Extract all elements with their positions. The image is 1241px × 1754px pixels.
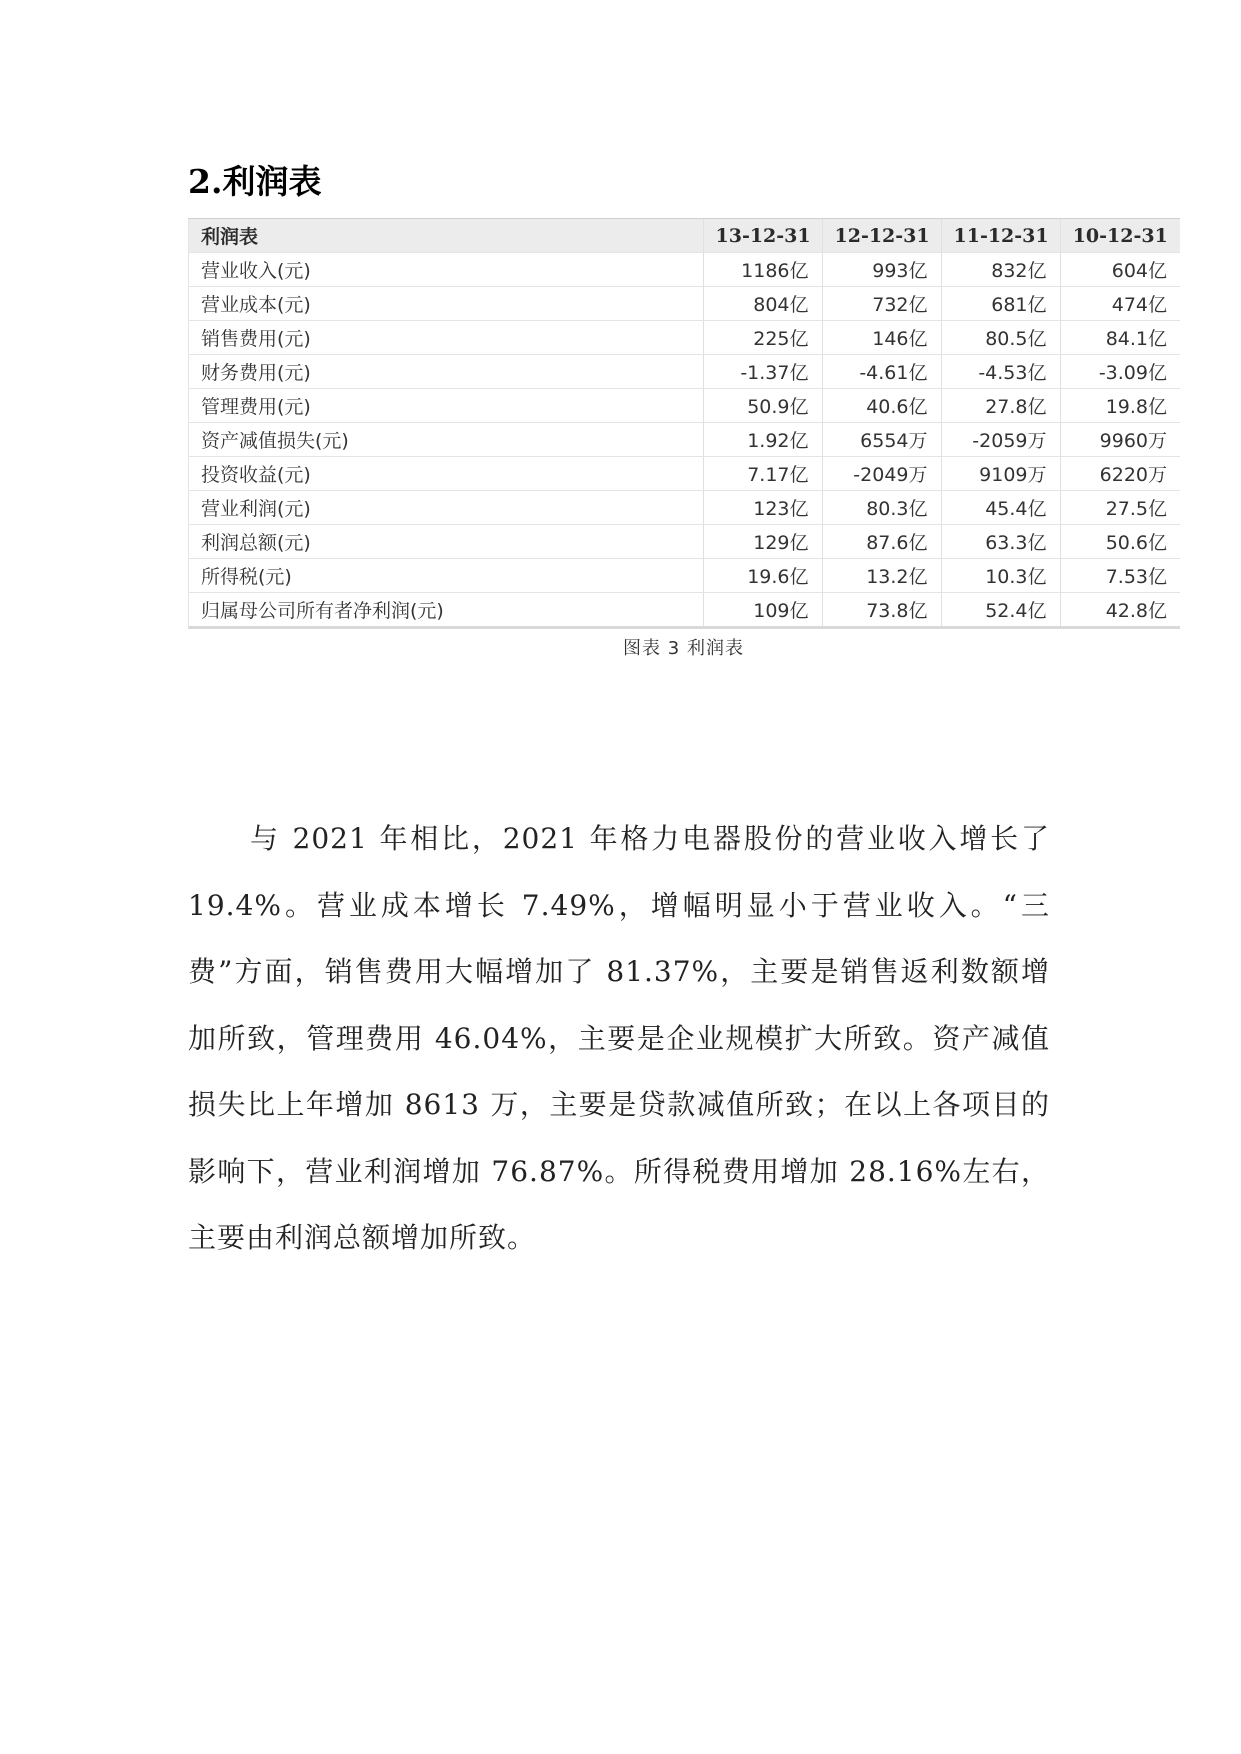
- row-value: 604亿: [1060, 253, 1180, 287]
- table-row: [189, 287, 1180, 321]
- income-statement-table-container: [188, 218, 1180, 629]
- row-label: 财务费用(元): [189, 355, 703, 389]
- column-header-date: 12-12-31: [822, 219, 941, 253]
- row-value: 1.92亿: [703, 423, 822, 457]
- row-value: 80.3亿: [822, 491, 941, 525]
- analysis-paragraph: 与 2021 年相比，2021 年格力电器股份的营业收入增长了 19.4%。营业成本增长 7.49%，增幅明显小于营业收入。“三费”方面，销售费用大幅增加了 81.37%，主要是销售返利数额增加所致，管理费用 46.04%，主要是企业规模扩大所致。资产减值损失比上年增加 8613 万，主要是贷款减值所致；在以上各项目的影响下，营业利润增加 76.87%。所得税费用增加 28.16%左右，主要由利润总额增加所致。: [188, 822, 1050, 1254]
- row-value: -4.61亿: [822, 355, 941, 389]
- row-value: 45.4亿: [941, 491, 1060, 525]
- row-value: 80.5亿: [941, 321, 1060, 355]
- row-value: 19.6亿: [703, 559, 822, 593]
- row-value: 27.5亿: [1060, 491, 1180, 525]
- row-label: 所得税(元): [189, 559, 703, 593]
- row-value: 10.3亿: [941, 559, 1060, 593]
- row-value: 84.1亿: [1060, 321, 1180, 355]
- row-label: 归属母公司所有者净利润(元): [189, 593, 703, 627]
- row-label: 销售费用(元): [189, 321, 703, 355]
- row-value: 732亿: [822, 287, 941, 321]
- row-label: 营业利润(元): [189, 491, 703, 525]
- section-heading: 2.利润表: [188, 162, 322, 201]
- row-value: -2059万: [941, 423, 1060, 457]
- row-value: 832亿: [941, 253, 1060, 287]
- row-value: 681亿: [941, 287, 1060, 321]
- table-header-row: [189, 219, 1180, 253]
- table-row: [189, 355, 1180, 389]
- row-label: 资产减值损失(元): [189, 423, 703, 457]
- row-value: 123亿: [703, 491, 822, 525]
- table-row: [189, 559, 1180, 593]
- row-label: 营业收入(元): [189, 253, 703, 287]
- column-header-date: 13-12-31: [703, 219, 822, 253]
- row-value: 19.8亿: [1060, 389, 1180, 423]
- table-row: [189, 593, 1180, 627]
- table-row: [189, 321, 1180, 355]
- row-value: -3.09亿: [1060, 355, 1180, 389]
- row-value: 109亿: [703, 593, 822, 627]
- row-value: 993亿: [822, 253, 941, 287]
- row-value: 52.4亿: [941, 593, 1060, 627]
- table-row: [189, 389, 1180, 423]
- table-row: [189, 423, 1180, 457]
- row-value: 27.8亿: [941, 389, 1060, 423]
- row-value: 6554万: [822, 423, 941, 457]
- row-value: 42.8亿: [1105, 600, 1167, 622]
- row-value: 87.6亿: [822, 525, 941, 559]
- table-row: [189, 457, 1180, 491]
- row-value: 73.8亿: [822, 593, 941, 627]
- row-value: 63.3亿: [941, 525, 1060, 559]
- row-value: 804亿: [703, 287, 822, 321]
- row-value: -1.37亿: [703, 355, 822, 389]
- row-value: 50.9亿: [703, 389, 822, 423]
- row-label: 营业成本(元): [189, 287, 703, 321]
- row-value: 129亿: [703, 525, 822, 559]
- column-header-date: 11-12-31: [941, 219, 1060, 253]
- row-label: 利润总额(元): [189, 525, 703, 559]
- table-caption: 图表 3 利润表: [623, 638, 744, 659]
- table-row: [189, 525, 1180, 559]
- row-value: -2049万: [822, 457, 941, 491]
- row-value: 9109万: [941, 457, 1060, 491]
- row-value: -4.53亿: [941, 355, 1060, 389]
- row-value: 9960万: [1060, 423, 1180, 457]
- row-value: 40.6亿: [822, 389, 941, 423]
- row-value: 6220万: [1060, 457, 1180, 491]
- row-value: 7.17亿: [703, 457, 822, 491]
- row-value: 1186亿: [703, 253, 822, 287]
- column-header-date: 10-12-31: [1060, 219, 1180, 253]
- row-value: 50.6亿: [1060, 525, 1180, 559]
- row-value: 7.53亿: [1060, 559, 1180, 593]
- row-label: 投资收益(元): [189, 457, 703, 491]
- income-statement-table: [189, 219, 1180, 626]
- row-value: 225亿: [703, 321, 822, 355]
- column-header-item: 利润表: [189, 219, 703, 253]
- table-row: [189, 491, 1180, 525]
- row-value: 146亿: [822, 321, 941, 355]
- row-label: 管理费用(元): [189, 389, 703, 423]
- table-row: [189, 253, 1180, 287]
- row-value: 13.2亿: [822, 559, 941, 593]
- row-value: 474亿: [1060, 287, 1180, 321]
